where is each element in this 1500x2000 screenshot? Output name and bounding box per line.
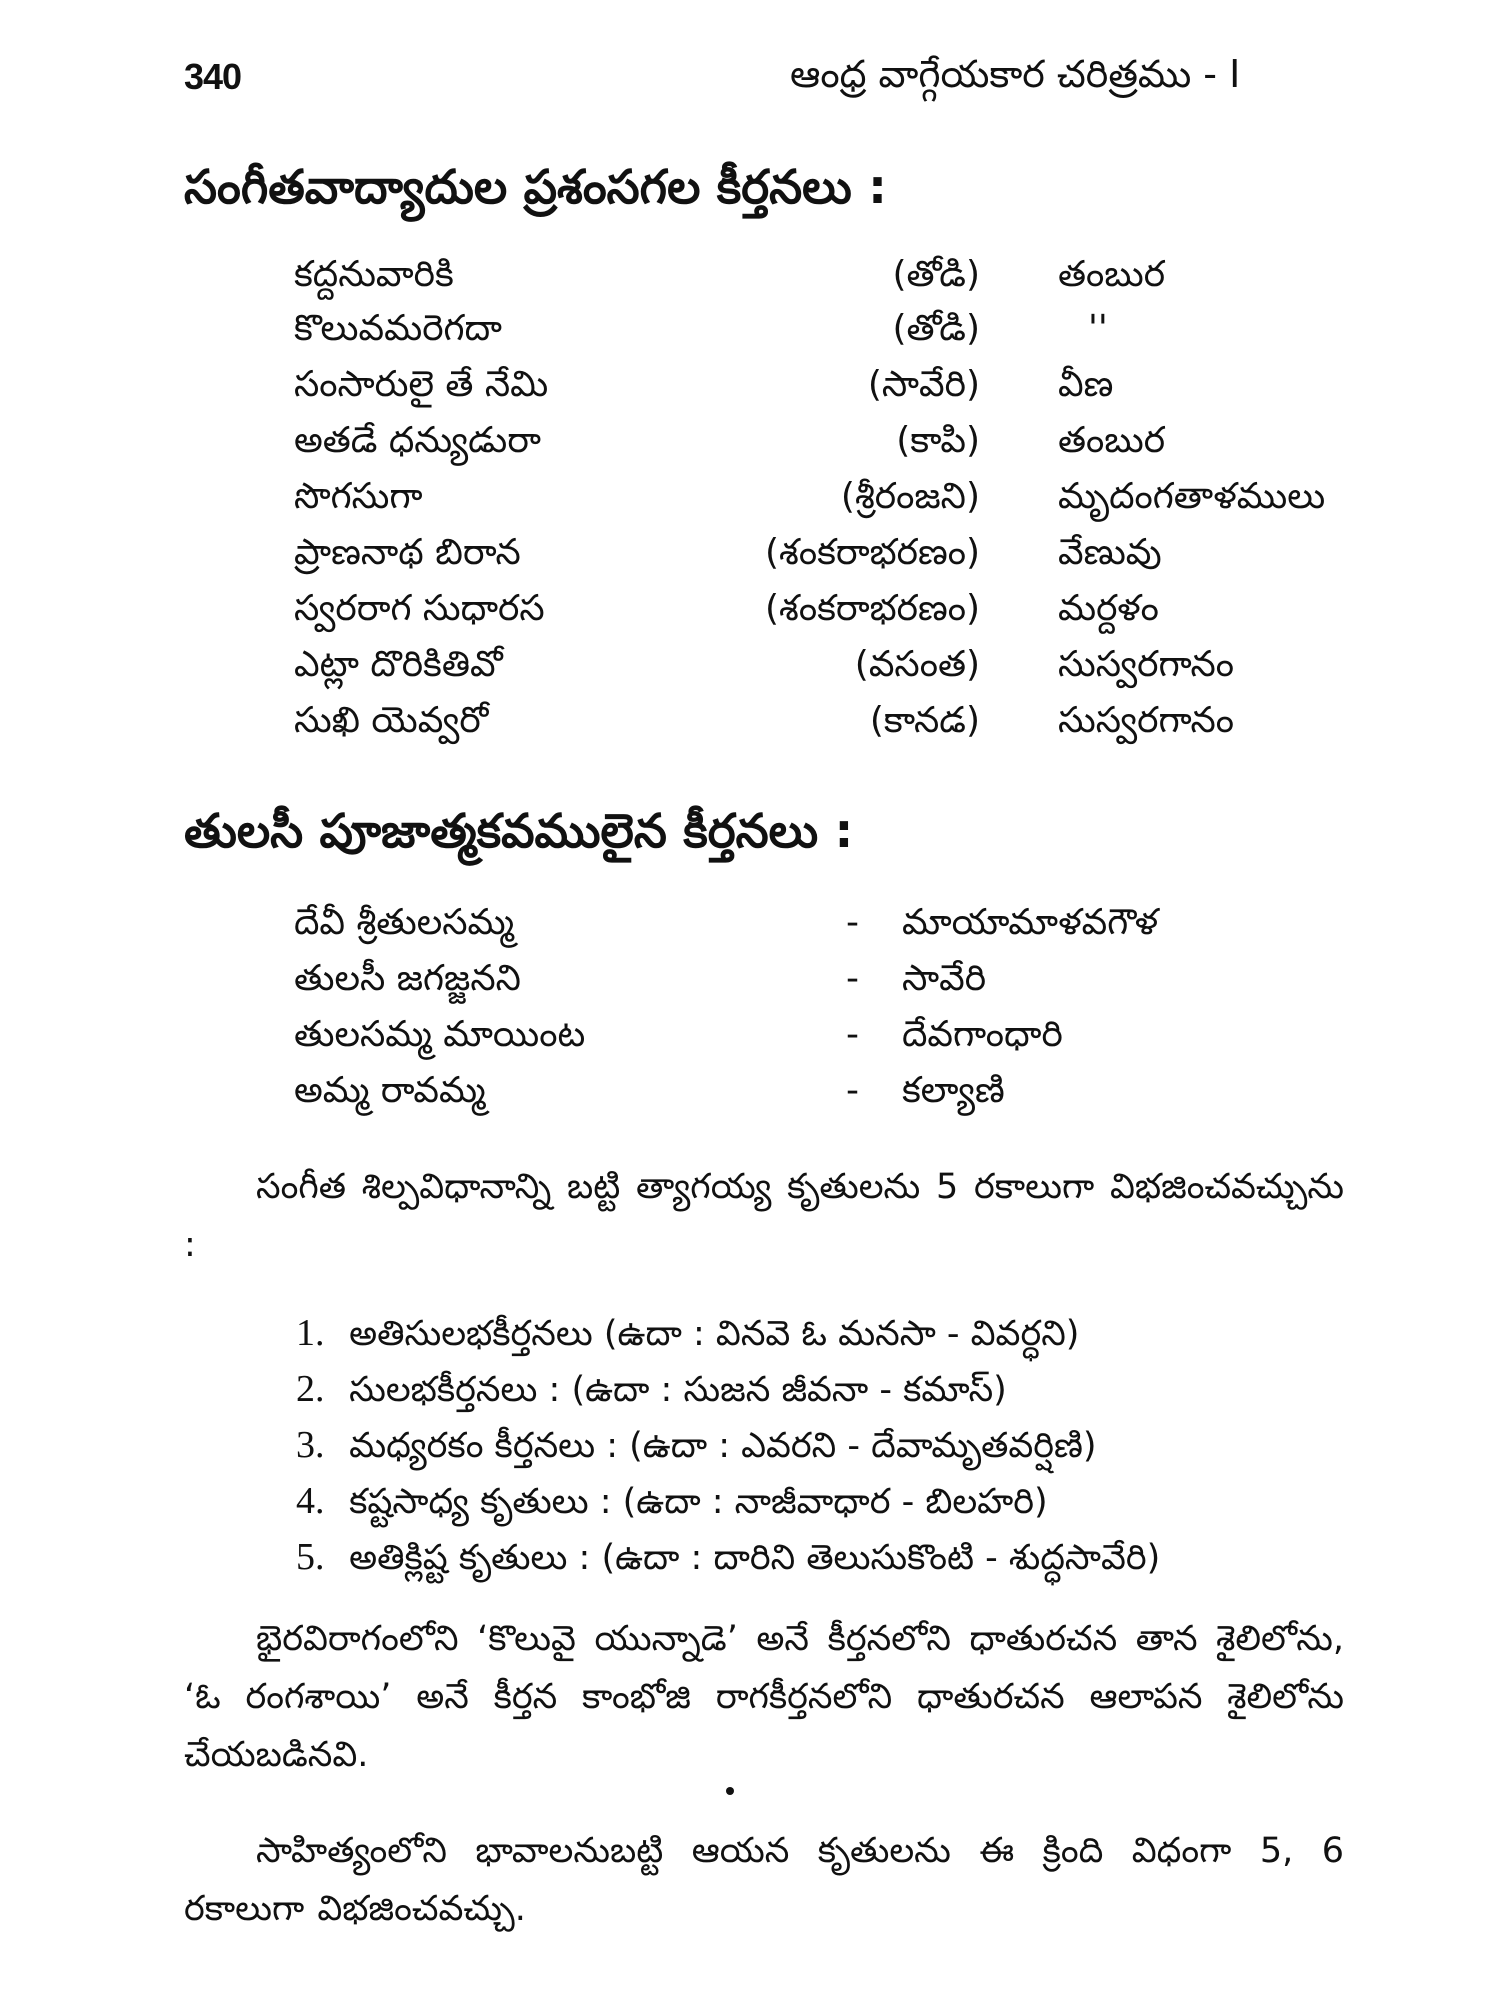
kriti-name: ప్రాణనాథ బిరాన [294, 532, 521, 573]
raga-name: దేవగాంధారి [902, 1014, 1063, 1055]
kriti-name: అతడే ధన్యుడురా [294, 420, 541, 461]
table-row [294, 308, 1344, 360]
classification-intro-paragraph: సంగీత శిల్పవిధానాన్ని బట్టి త్యాగయ్య కృతులను 5 రకాలుగా విభజించవచ్చును : [184, 1167, 1344, 1265]
print-dot-mark [726, 1787, 734, 1795]
list-number: 2. [296, 1368, 325, 1410]
raga-name: కల్యాణి [902, 1070, 1005, 1111]
list-text: అతిసులభకీర్తనలు (ఉదా : వినవె ఓ మనసా - వివర్ధని) [349, 1314, 1080, 1354]
table-row [294, 644, 1344, 696]
table-row [294, 364, 1344, 416]
list-text: కష్టసాధ్య కృతులు : (ఉదా : నాజీవాధార - బిలహరి) [349, 1482, 1048, 1522]
kriti-name: తులసీ జగజ్జనని [294, 958, 521, 999]
list-item [294, 1070, 1344, 1122]
list-item [296, 1535, 1336, 1591]
raga-name: మాయామాళవగౌళ [902, 902, 1159, 943]
list-item [296, 1311, 1336, 1367]
raga-name: (వసంత) [854, 644, 980, 685]
raga-name: (సావేరి) [867, 364, 980, 405]
kriti-name: అమ్మ రావమ్మ [294, 1070, 486, 1111]
table-row [294, 588, 1344, 640]
raga-name: (శ్రీరంజని) [840, 476, 980, 517]
kriti-name: సొగసుగా [294, 476, 423, 517]
separator-dash: - [846, 902, 859, 943]
kriti-name: ఎట్లా దొరికితివో [294, 644, 503, 685]
list-text: అతిక్లిష్ట కృతులు : (ఉదా : దారిని తెలుసుకొంటి - శుద్ధసావేరి) [349, 1538, 1161, 1578]
raga-name: (తోడి) [892, 254, 980, 295]
section-heading-tulasi-puja: తులసీ పూజాత్మకవములైన కీర్తనలు : [184, 804, 854, 859]
separator-dash: - [846, 958, 859, 999]
section-heading-music-instruments: సంగీతవాద్యాదుల ప్రశంసగల కీర్తనలు : [184, 160, 887, 215]
kriti-name: తులసమ్మ మాయింట [294, 1014, 586, 1055]
table-row [294, 700, 1344, 752]
list-item [294, 1014, 1344, 1066]
list-text: సులభకీర్తనలు : (ఉదా : సుజన జీవనా - కమాస్) [349, 1370, 1007, 1410]
list-item [294, 902, 1344, 954]
kriti-classification-list [296, 1311, 1336, 1591]
instrument-name: మృదంగతాళములు [1058, 476, 1326, 517]
table-row [294, 420, 1344, 472]
raga-name: (కానడ) [869, 700, 980, 741]
instrument-name: వీణ [1058, 364, 1114, 405]
sahitya-paragraph: సాహిత్యంలోని భావాలనుబట్టి ఆయన కృతులను ఈ క్రింది విధంగా 5, 6 రకాలుగా విభజించవచ్చు. [184, 1831, 1344, 1929]
kriti-name: సుఖి యెవ్వరో [294, 700, 489, 741]
instrument-name: సుస్వరగానం [1058, 644, 1235, 685]
raga-name: సావేరి [902, 958, 987, 999]
list-item [294, 958, 1344, 1010]
table-row [294, 254, 1344, 306]
raga-name: (శంకరాభరణం) [764, 588, 980, 629]
kriti-name: సంసారులై తే నేమి [294, 364, 549, 405]
kriti-name: దేవీ శ్రీతులసమ్మ [294, 902, 515, 943]
raga-name: (కాపి) [896, 420, 980, 461]
list-number: 5. [296, 1536, 325, 1578]
raga-name: (తోడి) [892, 308, 980, 349]
list-item [296, 1367, 1336, 1423]
table-row [294, 476, 1344, 528]
list-number: 1. [296, 1312, 325, 1354]
table-row [294, 532, 1344, 584]
separator-dash: - [846, 1070, 859, 1111]
kriti-name: స్వరరాగ సుధారస [294, 588, 545, 629]
raga-name: (శంకరాభరణం) [764, 532, 980, 573]
instrument-name: మర్దళం [1058, 588, 1159, 629]
list-item [296, 1423, 1336, 1479]
list-item [296, 1479, 1336, 1535]
instrument-name: తంబుర [1058, 254, 1166, 295]
list-number: 3. [296, 1424, 325, 1466]
list-text: మధ్యరకం కీర్తనలు : (ఉదా : ఎవరని - దేవామృతవర్షిణి) [349, 1426, 1097, 1466]
instrument-name: తంబుర [1058, 420, 1166, 461]
instrument-name: '' [1088, 308, 1108, 349]
kriti-name: కద్దనువారికి [294, 254, 454, 295]
separator-dash: - [846, 1014, 859, 1055]
running-title: ఆంధ్ర వాగ్గేయకార చరిత్రము - I [790, 52, 1241, 96]
kriti-name: కొలువమరెగదా [294, 308, 502, 349]
page-number: 340 [184, 56, 242, 97]
instrument-name: వేణువు [1058, 532, 1162, 573]
instrument-name: సుస్వరగానం [1058, 700, 1235, 741]
list-number: 4. [296, 1480, 325, 1522]
bhairavi-paragraph: భైరవిరాగంలోని ‘కొలువై యున్నాడె’ అనే కీర్తనలోని ధాతురచన తాన శైలిలోను, ‘ఓ రంగశాయి’ అనే కీర్తన కాంభోజి రాగకీర్తనలోని ధాతురచన ఆలాపన శైలిలోను చేయబడినవి. [184, 1619, 1344, 1775]
